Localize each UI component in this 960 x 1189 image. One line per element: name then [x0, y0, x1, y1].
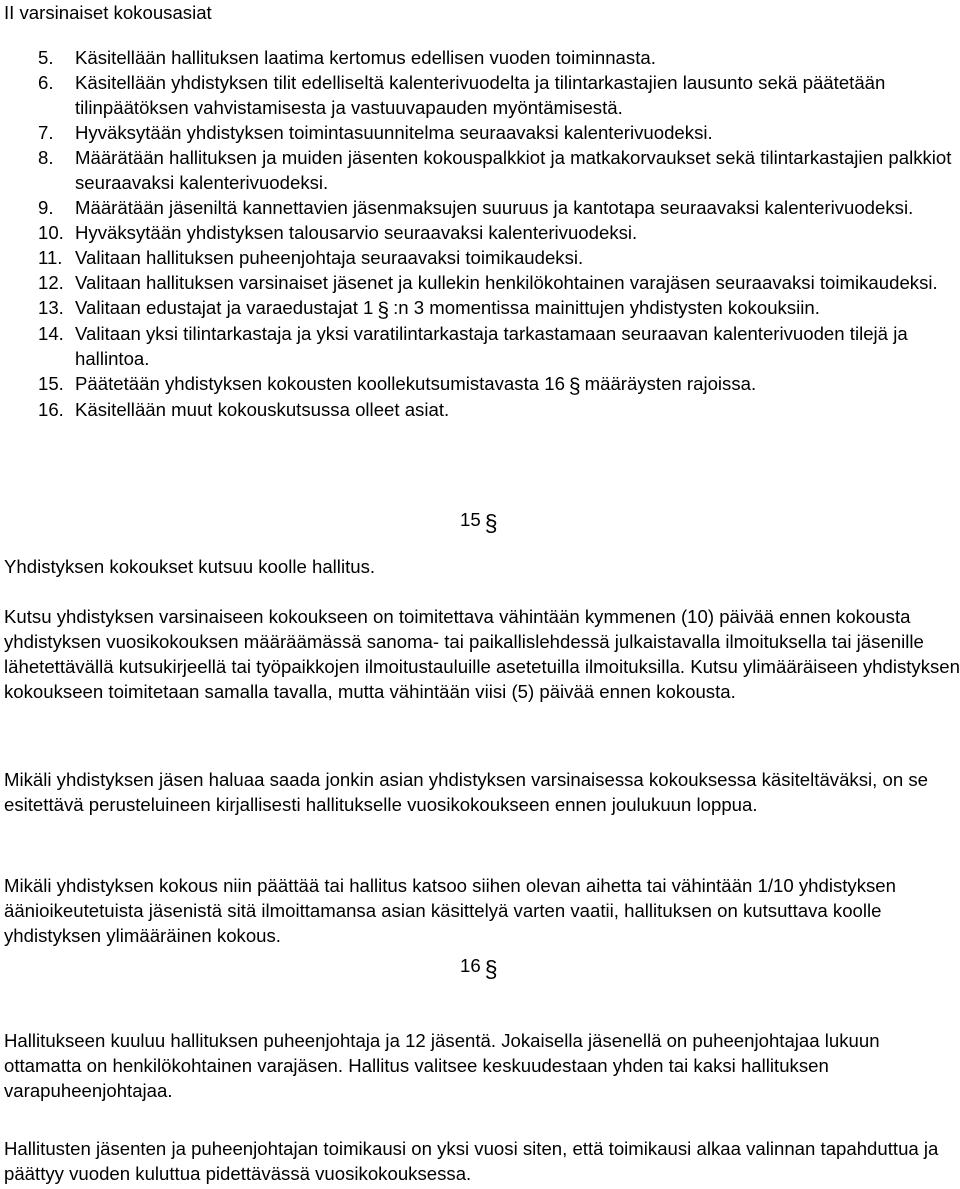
- list-item-text: Määrätään hallituksen ja muiden jäsenten kokouspalkkiot ja matkakorvaukset sekä tilintarkastajien palkkiot seuraavaksi kalenterivuodeksi.: [75, 147, 952, 193]
- section-15-paragraph: Mikäli yhdistyksen kokous niin päättää tai hallitus katsoo siihen olevan aihetta tai vähintään 1/10 yhdistyksen äänioikeutetuista jäsenistä sitä ilmoittamansa asian käsittelyä varten vaatii, hallituksen on kutsuttava koolle yhdistyksen ylimääräinen kokous.: [4, 875, 896, 946]
- list-item: [38, 295, 958, 321]
- list-item-text: Määrätään jäseniltä kannettavien jäsenmaksujen suuruus ja kantotapa seuraavaksi kalenterivuodeksi.: [75, 197, 914, 218]
- section-16-paragraph: Hallitusten jäsenten ja puheenjohtajan toimikausi on yksi vuosi siten, että toimikausi alkaa valinnan tapahduttua ja päättyy vuoden kuluttua pidettävässä vuosikokouksessa.: [4, 1138, 939, 1184]
- section-15-intro: Yhdistyksen kokoukset kutsuu koolle hallitus.: [4, 556, 376, 577]
- list-item: [38, 371, 958, 397]
- section-symbol: §: [484, 510, 498, 536]
- list-item-number: 8.: [38, 147, 54, 168]
- section-heading: II varsinaiset kokousasiat: [4, 2, 212, 23]
- list-item: [38, 397, 958, 422]
- list-item-text-end: :n 3 momentissa mainittujen yhdistysten kokouksiin.: [393, 297, 820, 318]
- section-number: 15: [460, 509, 481, 530]
- list-item-text: Käsitellään hallituksen laatima kertomus edellisen vuoden toiminnasta.: [75, 47, 656, 68]
- list-item-number: 13.: [38, 297, 64, 318]
- list-item-number: 11.: [38, 247, 63, 268]
- list-item-number: 5.: [38, 47, 54, 68]
- list-item: [38, 321, 958, 371]
- list-item: [38, 45, 958, 70]
- list-item-text-start: Valitaan edustajat ja varaedustajat 1: [75, 297, 374, 318]
- list-item: [38, 220, 958, 245]
- list-item-number: 6.: [38, 72, 54, 93]
- list-item-number: 14.: [38, 323, 64, 344]
- section-symbol: §: [377, 299, 390, 322]
- section-symbol: §: [484, 956, 498, 982]
- section-15-mark: [460, 507, 497, 536]
- section-16-mark: [460, 953, 497, 982]
- list-item-text: Hyväksytään yhdistyksen toimintasuunnitelma seuraavaksi kalenterivuodeksi.: [75, 122, 713, 143]
- section-15-paragraph: Kutsu yhdistyksen varsinaiseen kokoukseen on toimitettava vähintään kymmenen (10) päivää ennen kokousta yhdistyksen vuosikokouksen määräämässä sanoma- tai paikallislehdessä julkaistavalla ilmoituksella tai jäsenille lähetettävällä kutsukirjeellä tai työpaikkojen ilmoitustauluille asetetuilla ilmoituksilla. Kutsu ylimääräiseen yhdistyksen kokoukseen toimitetaan samalla tavalla, mutta vähintään viisi (5) päivää ennen kokousta.: [4, 606, 960, 702]
- section-16-paragraph: Hallitukseen kuuluu hallituksen puheenjohtaja ja 12 jäsentä. Jokaisella jäsenellä on puheenjohtajaa lukuun ottamatta on henkilökohtainen varajäsen. Hallitus valitsee keskuudestaan yhden tai kaksi hallituksen varapuheenjohtajaa.: [4, 1030, 880, 1101]
- list-item-text: Valitaan hallituksen puheenjohtaja seuraavaksi toimikaudeksi.: [75, 247, 584, 268]
- list-item: [38, 195, 958, 220]
- list-item-number: 9.: [38, 197, 54, 218]
- list-item-number: 7.: [38, 122, 54, 143]
- list-item-text-end: määräysten rajoissa.: [584, 373, 757, 394]
- list-item-text: Valitaan hallituksen varsinaiset jäsenet ja kullekin henkilökohtainen varajäsen seuraavaksi toimikaudeksi.: [75, 272, 938, 293]
- section-15-paragraph: Mikäli yhdistyksen jäsen haluaa saada jonkin asian yhdistyksen varsinaisessa kokouksessa käsiteltäväksi, on se esitettävä perusteluineen kirjallisesti hallitukselle vuosikokoukseen ennen joulukuun loppua.: [4, 769, 928, 815]
- agenda-list: [38, 45, 958, 422]
- list-item-text-start: Päätetään yhdistyksen kokousten koollekutsumistavasta 16: [75, 373, 565, 394]
- list-item-text: Käsitellään muut kokouskutsussa olleet asiat.: [75, 399, 450, 420]
- list-item-number: 10.: [38, 222, 64, 243]
- list-item-number: 16.: [38, 399, 64, 420]
- section-number: 16: [460, 955, 481, 976]
- list-item: [38, 245, 958, 270]
- section-symbol: §: [568, 375, 581, 398]
- list-item: [38, 70, 958, 120]
- list-item-text: Valitaan yksi tilintarkastaja ja yksi varatilintarkastaja tarkastamaan seuraavan kalenterivuoden tilejä ja hallintoa.: [75, 323, 908, 369]
- list-item-text: Hyväksytään yhdistyksen talousarvio seuraavaksi kalenterivuodeksi.: [75, 222, 638, 243]
- list-item-number: 15.: [38, 373, 64, 394]
- list-item: [38, 120, 958, 145]
- list-item: [38, 145, 958, 195]
- list-item: [38, 270, 958, 295]
- list-item-text: Käsitellään yhdistyksen tilit edelliseltä kalenterivuodelta ja tilintarkastajien lausunto sekä päätetään tilinpäätöksen vahvistamisesta ja vastuuvapauden myöntämisestä.: [75, 72, 886, 118]
- list-item-number: 12.: [38, 272, 64, 293]
